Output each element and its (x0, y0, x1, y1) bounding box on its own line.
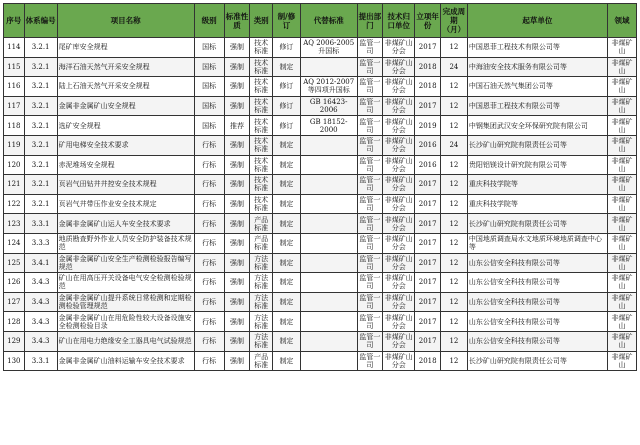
cell-level: 国标 (194, 38, 224, 58)
cell-no: 116 (4, 77, 25, 97)
cell-replace (300, 194, 357, 214)
cell-drafter: 山东公信安全科技有限公司等 (467, 273, 607, 293)
cell-replace (300, 135, 357, 155)
cell-year: 2017 (415, 253, 441, 273)
cell-code: 3.3.3 (24, 233, 57, 253)
cell-no: 115 (4, 57, 25, 77)
cell-period: 12 (441, 38, 468, 58)
cell-replace: GB 16423-2006 (300, 96, 357, 116)
cell-name: 页岩气田钻井井控安全技术规程 (57, 175, 194, 195)
cell-no: 117 (4, 96, 25, 116)
cell-period: 12 (441, 331, 468, 351)
cell-year: 2017 (415, 233, 441, 253)
cell-level: 行标 (194, 175, 224, 195)
cell-nature: 强制 (224, 253, 250, 273)
cell-field: 非煤矿山 (608, 292, 637, 312)
cell-period: 12 (441, 116, 468, 136)
cell-drafter: 长沙矿山研究院有限责任公司等 (467, 214, 607, 234)
cell-level: 行标 (194, 292, 224, 312)
cell-revise: 修订 (273, 38, 301, 58)
cell-dept: 监管一司 (357, 135, 383, 155)
cell-code: 3.4.3 (24, 292, 57, 312)
cell-replace (300, 233, 357, 253)
cell-year: 2017 (415, 214, 441, 234)
cell-level: 行标 (194, 194, 224, 214)
cell-revise: 制定 (273, 155, 301, 175)
cell-name: 金属非金属矿山在用危险性较大设备设施安全检测检验目录 (57, 312, 194, 332)
cell-unit: 非煤矿山分会 (384, 117, 413, 134)
cell-revise: 制定 (273, 312, 301, 332)
cell-dept: 监管一司 (357, 253, 383, 273)
cell-level: 行标 (194, 312, 224, 332)
cell-field: 非煤矿山 (608, 116, 637, 136)
cell-dept: 监管一司 (357, 214, 383, 234)
cell-revise: 制定 (273, 135, 301, 155)
cell-category: 技术标准 (250, 194, 273, 214)
cell-category: 方法标准 (250, 273, 273, 293)
cell-revise: 制定 (273, 351, 301, 371)
cell-no: 118 (4, 116, 25, 136)
cell-field: 非煤矿山 (608, 233, 637, 253)
table-row (4, 194, 637, 214)
cell-code: 3.2.1 (24, 155, 57, 175)
cell-period: 12 (441, 155, 468, 175)
cell-level: 行标 (194, 351, 224, 371)
cell-revise: 修订 (273, 77, 301, 97)
cell-period: 24 (441, 135, 468, 155)
cell-unit: 非煤矿山分会 (384, 98, 413, 115)
cell-unit: 非煤矿山分会 (384, 352, 413, 369)
cell-level: 国标 (194, 96, 224, 116)
cell-name: 矿用电梯安全技术要求 (57, 135, 194, 155)
cell-revise: 制定 (273, 233, 301, 253)
cell-no: 119 (4, 135, 25, 155)
header-row (4, 4, 637, 38)
cell-nature: 强制 (224, 155, 250, 175)
cell-field: 非煤矿山 (608, 96, 637, 116)
cell-no: 128 (4, 312, 25, 332)
cell-replace (300, 351, 357, 371)
cell-code: 3.2.1 (24, 175, 57, 195)
cell-level: 国标 (194, 77, 224, 97)
cell-period: 12 (441, 175, 468, 195)
cell-year: 2017 (415, 194, 441, 214)
cell-year: 2016 (415, 135, 441, 155)
cell-nature: 推荐 (224, 116, 250, 136)
cell-category: 技术标准 (250, 57, 273, 77)
table-row (4, 57, 637, 77)
cell-unit: 非煤矿山分会 (384, 215, 413, 232)
cell-drafter: 山东公信安全科技有限公司等 (467, 312, 607, 332)
cell-field: 非煤矿山 (608, 155, 637, 175)
cell-nature: 强制 (224, 273, 250, 293)
cell-replace (300, 331, 357, 351)
cell-revise: 修订 (273, 96, 301, 116)
cell-name: 赤泥堆场安全规程 (57, 155, 194, 175)
cell-year: 2017 (415, 175, 441, 195)
cell-unit: 非煤矿山分会 (384, 254, 413, 271)
cell-nature: 强制 (224, 194, 250, 214)
cell-nature: 强制 (224, 135, 250, 155)
cell-field: 非煤矿山 (608, 331, 637, 351)
cell-dept: 监管一司 (357, 57, 383, 77)
header-name: 项目名称 (57, 4, 194, 38)
cell-replace (300, 214, 357, 234)
cell-year: 2019 (415, 116, 441, 136)
cell-drafter: 山东公信安全科技有限公司等 (467, 292, 607, 312)
cell-revise: 制定 (273, 214, 301, 234)
header-level: 级别 (194, 4, 224, 38)
cell-revise: 修订 (273, 116, 301, 136)
cell-category: 方法标准 (250, 312, 273, 332)
cell-replace (300, 175, 357, 195)
cell-no: 114 (4, 38, 25, 58)
cell-drafter: 中钢集团武汉安全环保研究院有限公司 (467, 116, 607, 136)
header-year: 立项年份 (415, 4, 441, 38)
cell-unit: 非煤矿山分会 (384, 137, 413, 154)
cell-drafter: 中国地质调查局水文地质环境地质调查中心等 (467, 233, 607, 253)
cell-year: 2017 (415, 273, 441, 293)
cell-replace: GB 18152-2000 (300, 116, 357, 136)
cell-period: 12 (441, 214, 468, 234)
cell-revise: 制定 (273, 194, 301, 214)
cell-drafter: 中国恩菲工程技术有限公司等 (467, 38, 607, 58)
cell-drafter: 重庆科技学院等 (467, 175, 607, 195)
table-row (4, 253, 637, 273)
cell-nature: 强制 (224, 233, 250, 253)
cell-no: 124 (4, 233, 25, 253)
cell-level: 行标 (194, 135, 224, 155)
table-row (4, 175, 637, 195)
header-dept: 提出部门 (357, 4, 383, 38)
cell-year: 2016 (415, 155, 441, 175)
cell-dept: 监管一司 (357, 194, 383, 214)
cell-year: 2017 (415, 312, 441, 332)
cell-drafter: 重庆科技学院等 (467, 194, 607, 214)
header-period: 完成周期（月） (441, 4, 468, 38)
cell-dept: 监管一司 (357, 331, 383, 351)
cell-unit: 非煤矿山分会 (384, 196, 413, 213)
cell-dept: 监管一司 (357, 175, 383, 195)
cell-year: 2018 (415, 351, 441, 371)
header-revise: 制/修订 (273, 4, 301, 38)
cell-drafter: 贵阳铝镁设计研究院有限公司等 (467, 155, 607, 175)
cell-code: 3.4.3 (24, 312, 57, 332)
cell-nature: 强制 (224, 57, 250, 77)
cell-period: 24 (441, 57, 468, 77)
table-row (4, 116, 637, 136)
cell-period: 12 (441, 77, 468, 97)
cell-nature: 强制 (224, 175, 250, 195)
cell-dept: 监管一司 (357, 116, 383, 136)
header-field: 领域 (608, 4, 637, 38)
cell-category: 方法标准 (250, 292, 273, 312)
cell-level: 行标 (194, 233, 224, 253)
cell-replace (300, 312, 357, 332)
cell-dept: 监管一司 (357, 77, 383, 97)
cell-period: 12 (441, 194, 468, 214)
standards-table (3, 3, 637, 371)
cell-name: 金属非金属矿山运人车安全技术要求 (57, 214, 194, 234)
cell-unit: 非煤矿山分会 (384, 294, 413, 311)
header-drafter: 起草单位 (467, 4, 607, 38)
cell-no: 122 (4, 194, 25, 214)
cell-code: 3.3.1 (24, 351, 57, 371)
cell-field: 非煤矿山 (608, 135, 637, 155)
cell-nature: 强制 (224, 351, 250, 371)
cell-code: 3.2.1 (24, 38, 57, 58)
cell-dept: 监管一司 (357, 233, 383, 253)
header-unit: 技术归口单位 (383, 4, 415, 38)
cell-revise: 制定 (273, 57, 301, 77)
cell-name: 金属非金属矿山提升系统日常检测和定期检测检验管理规范 (57, 292, 194, 312)
cell-drafter: 中海油安全技术服务有限公司等 (467, 57, 607, 77)
cell-field: 非煤矿山 (608, 253, 637, 273)
cell-year: 2018 (415, 77, 441, 97)
cell-category: 产品标准 (250, 233, 273, 253)
cell-nature: 强制 (224, 292, 250, 312)
cell-name: 地质勘查野外作业人员安全防护装备技术规范 (57, 233, 194, 253)
cell-category: 方法标准 (250, 331, 273, 351)
header-no: 序号 (4, 4, 25, 38)
cell-field: 非煤矿山 (608, 214, 637, 234)
cell-drafter: 中国石油天然气集团公司等 (467, 77, 607, 97)
cell-level: 国标 (194, 116, 224, 136)
cell-field: 非煤矿山 (608, 312, 637, 332)
cell-year: 2017 (415, 292, 441, 312)
cell-replace: AQ 2012-2007等四项升国标 (300, 77, 357, 97)
cell-name: 海洋石油天然气开采安全规程 (57, 57, 194, 77)
cell-level: 国标 (194, 57, 224, 77)
cell-nature: 强制 (224, 38, 250, 58)
cell-year: 2017 (415, 96, 441, 116)
header-replace: 代替标准 (300, 4, 357, 38)
cell-replace (300, 57, 357, 77)
cell-field: 非煤矿山 (608, 77, 637, 97)
cell-nature: 强制 (224, 331, 250, 351)
cell-year: 2017 (415, 331, 441, 351)
cell-name: 金属非金属矿山安全规程 (57, 96, 194, 116)
cell-no: 123 (4, 214, 25, 234)
header-category: 类别 (250, 4, 273, 38)
cell-field: 非煤矿山 (608, 38, 637, 58)
cell-category: 技术标准 (250, 175, 273, 195)
table-row (4, 312, 637, 332)
cell-replace (300, 292, 357, 312)
cell-level: 行标 (194, 273, 224, 293)
cell-dept: 监管一司 (357, 38, 383, 58)
cell-dept: 监管一司 (357, 273, 383, 293)
cell-period: 12 (441, 292, 468, 312)
table-row (4, 155, 637, 175)
cell-code: 3.4.3 (24, 273, 57, 293)
table-row (4, 331, 637, 351)
cell-code: 3.2.1 (24, 135, 57, 155)
cell-period: 12 (441, 312, 468, 332)
cell-name: 选矿安全规程 (57, 116, 194, 136)
cell-unit: 非煤矿山分会 (384, 235, 413, 252)
header-nature: 标准性质 (224, 4, 250, 38)
cell-code: 3.3.1 (24, 214, 57, 234)
table-row (4, 77, 637, 97)
cell-unit: 非煤矿山分会 (384, 78, 413, 95)
cell-dept: 监管一司 (357, 292, 383, 312)
cell-unit: 非煤矿山分会 (384, 176, 413, 193)
cell-no: 127 (4, 292, 25, 312)
cell-unit: 非煤矿山分会 (384, 333, 413, 350)
cell-dept: 监管一司 (357, 155, 383, 175)
cell-no: 120 (4, 155, 25, 175)
cell-level: 行标 (194, 331, 224, 351)
cell-code: 3.4.1 (24, 253, 57, 273)
cell-field: 非煤矿山 (608, 57, 637, 77)
cell-category: 方法标准 (250, 253, 273, 273)
cell-code: 3.2.1 (24, 57, 57, 77)
cell-revise: 制定 (273, 253, 301, 273)
cell-category: 技术标准 (250, 155, 273, 175)
cell-code: 3.2.1 (24, 96, 57, 116)
cell-code: 3.2.1 (24, 77, 57, 97)
cell-name: 矿山在用电力绝缘安全工器具电气试验规范 (57, 331, 194, 351)
cell-revise: 制定 (273, 331, 301, 351)
cell-period: 12 (441, 233, 468, 253)
table-row (4, 135, 637, 155)
cell-replace (300, 155, 357, 175)
cell-no: 126 (4, 273, 25, 293)
cell-drafter: 中国恩菲工程技术有限公司等 (467, 96, 607, 116)
table-body (4, 38, 637, 371)
cell-code: 3.4.3 (24, 331, 57, 351)
cell-period: 12 (441, 351, 468, 371)
cell-level: 行标 (194, 253, 224, 273)
cell-category: 技术标准 (250, 116, 273, 136)
cell-nature: 强制 (224, 312, 250, 332)
cell-field: 非煤矿山 (608, 273, 637, 293)
table-row (4, 273, 637, 293)
cell-field: 非煤矿山 (608, 175, 637, 195)
cell-level: 行标 (194, 155, 224, 175)
cell-code: 3.2.1 (24, 116, 57, 136)
table-row (4, 233, 637, 253)
cell-category: 产品标准 (250, 214, 273, 234)
cell-no: 130 (4, 351, 25, 371)
cell-dept: 监管一司 (357, 96, 383, 116)
cell-replace: AQ 2006-2005升国标 (300, 38, 357, 58)
cell-no: 125 (4, 253, 25, 273)
table-row (4, 214, 637, 234)
cell-replace (300, 253, 357, 273)
table-row (4, 351, 637, 371)
cell-category: 技术标准 (250, 96, 273, 116)
cell-nature: 强制 (224, 96, 250, 116)
cell-unit: 非煤矿山分会 (384, 313, 413, 330)
cell-name: 尾矿库安全规程 (57, 38, 194, 58)
cell-level: 行标 (194, 214, 224, 234)
cell-drafter: 山东公信安全科技有限公司等 (467, 331, 607, 351)
cell-field: 非煤矿山 (608, 351, 637, 371)
cell-no: 129 (4, 331, 25, 351)
table-row (4, 96, 637, 116)
cell-category: 技术标准 (250, 77, 273, 97)
cell-unit: 非煤矿山分会 (384, 39, 413, 56)
cell-category: 产品标准 (250, 351, 273, 371)
cell-year: 2017 (415, 38, 441, 58)
cell-dept: 监管一司 (357, 312, 383, 332)
header-code: 体系编号 (24, 4, 57, 38)
cell-drafter: 长沙矿山研究院有限责任公司等 (467, 351, 607, 371)
cell-dept: 监管一司 (357, 351, 383, 371)
cell-period: 12 (441, 253, 468, 273)
table-row (4, 292, 637, 312)
cell-revise: 制定 (273, 273, 301, 293)
cell-period: 12 (441, 273, 468, 293)
cell-name: 金属非金属矿山安全生产检测检验报告编写规范 (57, 253, 194, 273)
cell-name: 陆上石油天然气开采安全规程 (57, 77, 194, 97)
cell-field: 非煤矿山 (608, 194, 637, 214)
cell-category: 技术标准 (250, 135, 273, 155)
cell-replace (300, 273, 357, 293)
cell-nature: 强制 (224, 214, 250, 234)
cell-name: 矿山在用高压开关设备电气安全检测检验规范 (57, 273, 194, 293)
cell-no: 121 (4, 175, 25, 195)
cell-unit: 非煤矿山分会 (384, 156, 413, 173)
cell-revise: 制定 (273, 175, 301, 195)
cell-drafter: 山东公信安全科技有限公司等 (467, 253, 607, 273)
cell-unit: 非煤矿山分会 (384, 274, 413, 291)
cell-nature: 强制 (224, 77, 250, 97)
cell-revise: 制定 (273, 292, 301, 312)
cell-code: 3.2.1 (24, 194, 57, 214)
table-row (4, 38, 637, 58)
cell-period: 12 (441, 96, 468, 116)
cell-year: 2018 (415, 57, 441, 77)
cell-category: 技术标准 (250, 38, 273, 58)
cell-drafter: 长沙矿山研究院有限责任公司等 (467, 135, 607, 155)
cell-unit: 非煤矿山分会 (384, 58, 413, 75)
cell-name: 页岩气井带压作业安全技术规定 (57, 194, 194, 214)
cell-name: 金属非金属矿山油料运输车安全技术要求 (57, 351, 194, 371)
